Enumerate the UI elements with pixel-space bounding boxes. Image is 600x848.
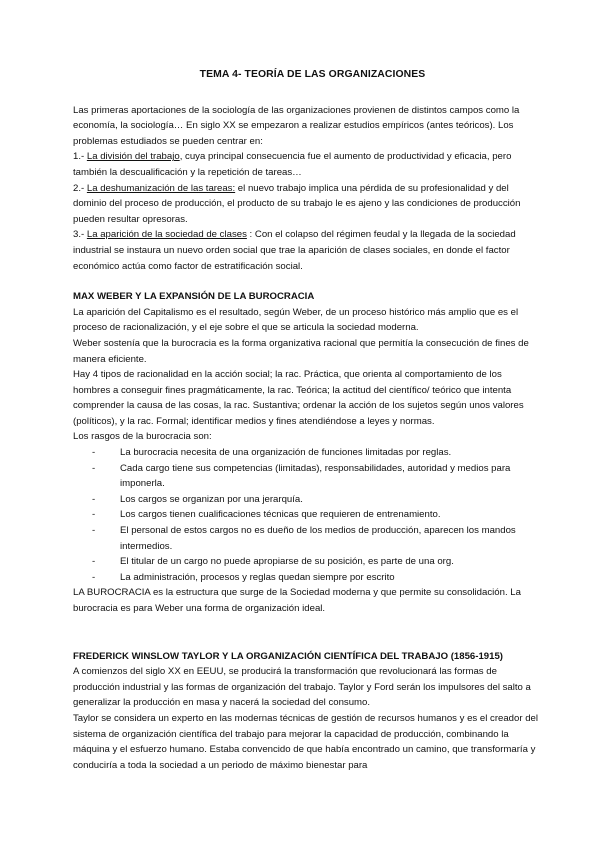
list-item: - Los cargos se organizan por una jerarquía. (106, 492, 540, 508)
intro-section (73, 103, 540, 275)
weber-paragraph-3: Hay 4 tipos de racionalidad en la acción social; la rac. Práctica, que orienta al comportamiento de los hombres a conseguir fines pragmáticamente, la rac. Teórica; la actitud del científico/ teórico que intenta comprender la causa de las cosas, la rac. Sustantiva; ordenar la acción de los sujetos según unos valores (políticos), y la rac. Formal; identificar medios y fines atendiéndose a leyes y normas. (73, 369, 524, 427)
problem-item-2 (73, 181, 540, 228)
weber-paragraph-4: LA BUROCRACIA es la estructura que surge de la Sociedad moderna y que permite su consolidación. La burocracia es para Weber una forma de organización ideal. (73, 587, 521, 614)
problem-number: 2.- (73, 182, 87, 194)
list-item: - Cada cargo tiene sus competencias (limitadas), responsabilidades, autoridad y medios para imponerla. (106, 461, 540, 492)
problem-term: La aparición de la sociedad de clases (86, 229, 247, 241)
weber-paragraph-1: La aparición del Capitalismo es el resultado, según Weber, de un proceso histórico más amplio que es el proceso de racionalización, y el eje sobre el que se articula la sociedad moderna. (73, 306, 519, 334)
problem-item-1 (73, 149, 540, 180)
list-item: - El titular de un cargo no puede apropiarse de su posición, es parte de una org. (106, 554, 540, 570)
weber-section (73, 289, 540, 616)
problem-item-3 (73, 227, 540, 274)
intro-paragraph: Las primeras aportaciones de la sociología de las organizaciones provienen de distintos campos como la economía, la sociología… En siglo XX se empezaron a realizar estudios empíricos (antes teóricos). Los problemas estudiados se pueden centrar en: (73, 104, 520, 147)
rasgos-list (73, 445, 540, 585)
problem-number: 1.- (73, 151, 87, 163)
rasgos-intro: Los rasgos de la burocracia son: (73, 431, 212, 443)
problem-text: , cuya principal consecuencia fue el aumento de productividad y eficacia, pero también la descualificación y la repetición de tareas… (73, 151, 512, 178)
list-item: - El personal de estos cargos no es dueño de los medios de producción, aparecen los mandos intermedios. (106, 523, 540, 554)
problem-text: : Con el colapso del régimen feudal y la llegada de la sociedad industrial se instaura un nuevo orden social que trae la aparición de clases sociales, en donde el factor económico actúa como factor de estratificación social. (73, 229, 516, 272)
page-title: TEMA 4- TEORÍA DE LAS ORGANIZACIONES (199, 69, 426, 80)
list-item: - La burocracia necesita de una organización de funciones limitadas por reglas. (106, 445, 540, 461)
problem-number: 3.- (73, 229, 87, 241)
weber-heading: MAX WEBER Y LA EXPANSIÓN DE LA BUROCRACIA (73, 291, 315, 303)
list-item: - Los cargos tienen cualificaciones técnicas que requieren de entrenamiento. (106, 507, 540, 523)
problem-text: el nuevo trabajo implica una pérdida de su profesionalidad y del dominio del proceso de producción, el producto de su trabajo le es ajeno y las condiciones de producción pueden resultar opresoras. (73, 182, 521, 225)
problem-term: La deshumanización de las tareas: (86, 182, 236, 194)
taylor-paragraph-1: A comienzos del siglo XX en EEUU, se producirá la transformación que revolucionará las formas de producción industrial y las formas de organización del trabajo. Taylor y Ford serán los impulsores del salto a generalizar la producción en masa y nacerá la sociedad del consumo. (73, 666, 531, 709)
weber-paragraph-2: Weber sostenía que la burocracia es la forma organizativa racional que permitía la consecución de fines de manera eficiente. (73, 337, 529, 365)
list-item: - La administración, procesos y reglas quedan siempre por escrito (106, 570, 540, 586)
taylor-heading: FREDERICK WINSLOW TAYLOR Y LA ORGANIZACIÓN CIENTÍFICA DEL TRABAJO (1856-1915) (73, 650, 503, 662)
taylor-section (73, 649, 540, 774)
problem-term: La división del trabajo (86, 151, 180, 163)
taylor-paragraph-2: Taylor se considera un experto en las modernas técnicas de gestión de recursos humanos y es el creador del sistema de organización científica del trabajo para mejorar la capacidad de producción, combinando la máquina y el esfuerzo humano. Estaba convencido de que había encontrado un camino, que transformaría y conduciría a toda la sociedad a un periodo de máximo bienestar para (73, 712, 539, 771)
